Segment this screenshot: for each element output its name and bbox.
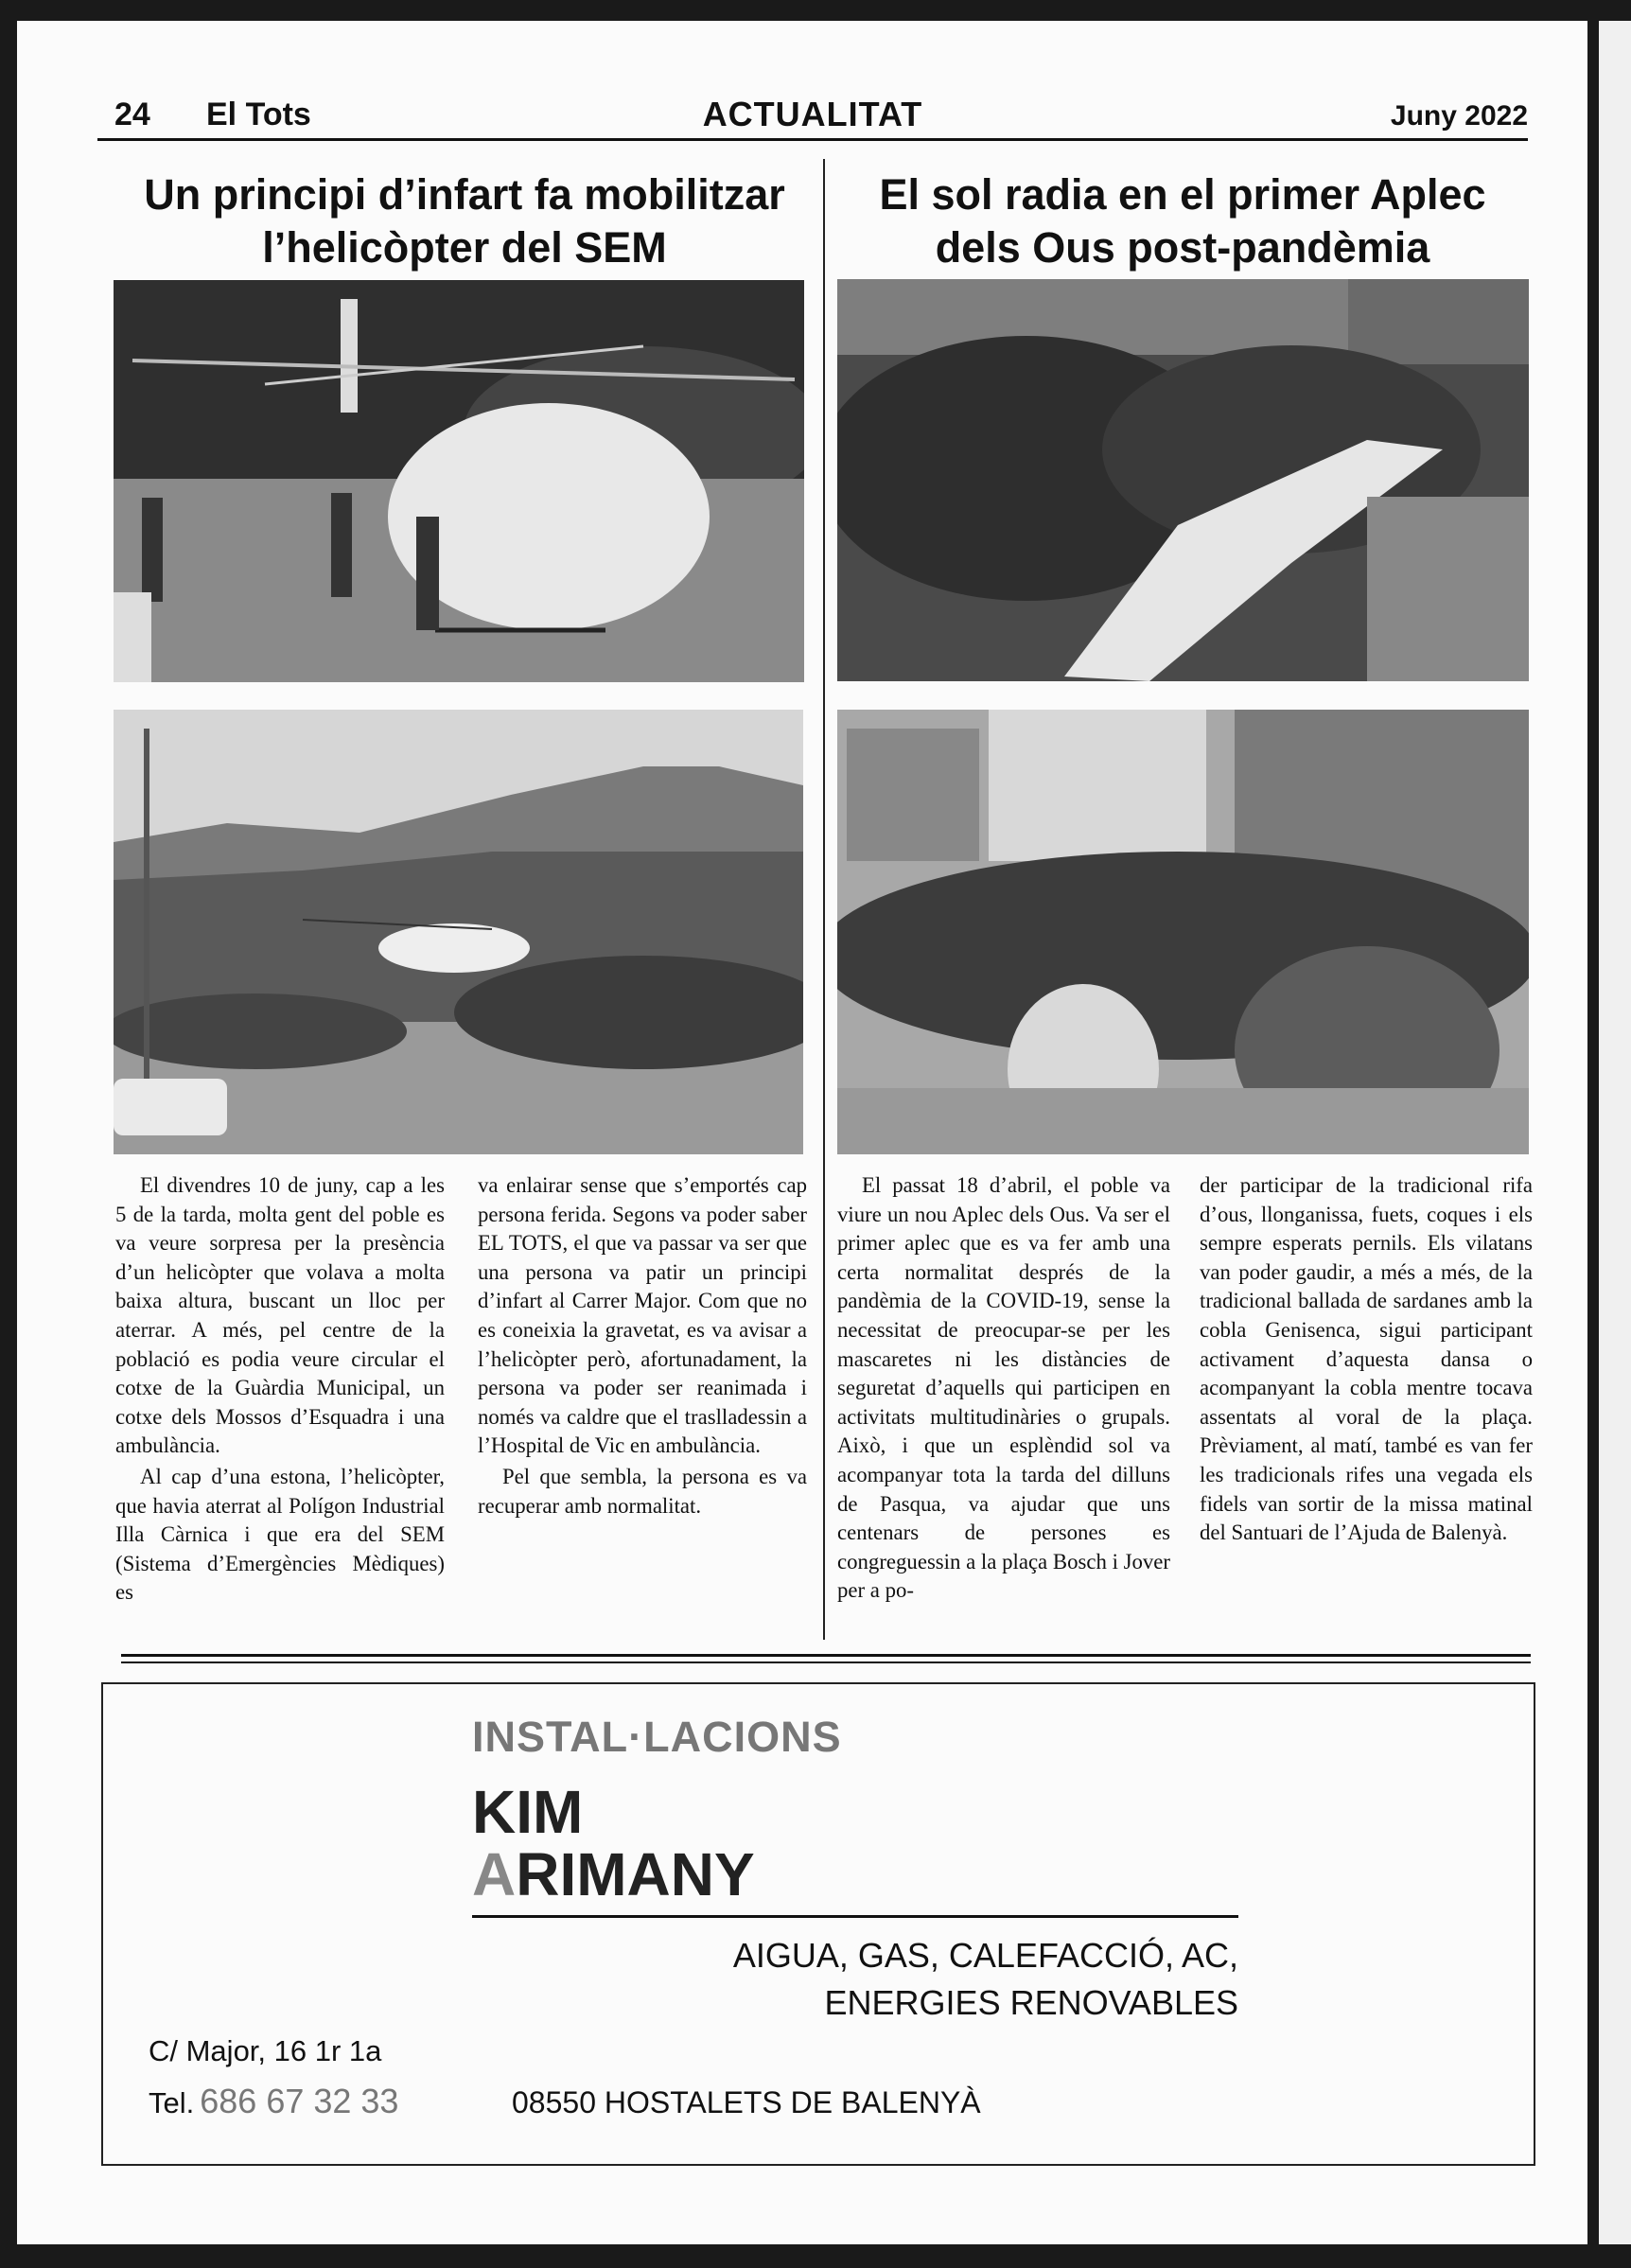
article-aplec-column-2: [1200, 1171, 1533, 1550]
photo-helicopter-landscape: [114, 710, 803, 1154]
section-title: ACTUALITAT: [702, 95, 923, 133]
ad-tel-label: Tel.: [149, 2086, 195, 2119]
article-helicopter-column-2: [478, 1171, 807, 1522]
next-page-edge: [1599, 21, 1631, 2244]
divider: [121, 1661, 1531, 1663]
photo-sardana-dance: [837, 710, 1529, 1154]
ad-company-name-line2: [472, 1839, 755, 1909]
ad-name-rest: IM: [516, 1778, 584, 1846]
magazine-name: El Tots: [206, 97, 311, 132]
page-number: 24: [114, 97, 150, 132]
photo-helicopter-landed: [114, 280, 804, 682]
ad-telephone: [149, 2082, 398, 2121]
paragraph: der participar de la tradicional rifa d’ous, llonganissa, fuets, coques i els sempre esperats pernils. Els vilatans van poder gaudir, a més a més, de la tradicional ballada de sardanes amb la cobla Genisenca, sigui participant activament d’aquesta dansa o acompanyant la cobla mentre tocava assentats al voral de la plaça. Prèviament, al matí, també es van fer les tradicionals rifes una vegada els fidels van sortir de la missa matinal del Santuari de l’Ajuda de Balenyà.: [1200, 1173, 1533, 1545]
advertisement-box: [101, 1682, 1535, 2166]
ad-services-line: ENERGIES RENOVABLES: [824, 1983, 1238, 2022]
ad-initial: K: [472, 1778, 517, 1846]
ad-initial: A: [472, 1840, 517, 1908]
article-title-aplec: El sol radia en el primer Aplec dels Ous post-pandèmia: [879, 170, 1486, 272]
column-separator: [823, 159, 825, 1640]
paragraph: va enlairar sense que s’emportés cap persona ferida. Segons va poder saber EL TOTS, el que va passar va ser que una persona va patir un principi d’infart al Carrer Major. Com que no es coneixia la gravetat, es va avisar a l’helicòpter però, afortunadament, la persona va poder ser reanimada i només va caldre que el traslladessin a l’Hospital de Vic en ambulància.: [478, 1173, 807, 1458]
paragraph: El divendres 10 de juny, cap a les 5 de la tarda, molta gent del poble es va veure sorpresa per la presència d’un helicòpter que volava a molta baixa altura, buscant un lloc per aterrar. A més, pel centre de la població es podia veure circular el cotxe de la Guàrdia Municipal, un cotxe dels Mossos d’Esquadra i una ambulància.: [115, 1173, 445, 1458]
ad-services-line: AIGUA, GAS, CALEFACCIÓ, AC,: [732, 1936, 1238, 1975]
article-title-helicopter: Un principi d’infart fa mobilitzar l’helicòpter del SEM: [144, 170, 785, 272]
ad-tel-number: 686 67 32 33: [200, 2082, 399, 2120]
ad-services: [733, 1932, 1238, 2027]
paragraph: Al cap d’una estona, l’helicòpter, que havia aterrat al Polígon Industrial Illa Càrnica i que era del SEM (Sistema d’Emergències Mèdiques) es: [115, 1464, 445, 1605]
ad-name-rest: RIMANY: [516, 1840, 755, 1908]
ad-divider: [472, 1915, 1238, 1918]
paragraph: Pel que sembla, la persona es va recuperar amb normalitat.: [478, 1464, 807, 1518]
ad-address: C/ Major, 16 1r 1a: [149, 2034, 382, 2067]
photo-aplec-crowd: [837, 279, 1529, 681]
article-helicopter-column-1: [115, 1171, 445, 1609]
paragraph: El passat 18 d’abril, el poble va viure un nou Aplec dels Ous. Va ser el primer aplec que es va fer amb una certa normalitat després de la pandèmia de la COVID-19, sense la necessitat de preocupar-se per les mascaretes ni les distàncies de seguretat d’aquells qui participen en activitats multitudinàries o grupals. Això, i que un esplèndid sol va acompanyar tota la tarda del dilluns de Pasqua, va ajudar que uns centenars de persones es congreguessin a la plaça Bosch i Jover per a po-: [837, 1173, 1170, 1603]
page-header: [97, 95, 1528, 141]
ad-pretitle: INSTAL·LACIONS: [472, 1713, 842, 1761]
ad-company-name-line1: [472, 1777, 583, 1847]
article-aplec-column-1: [837, 1171, 1170, 1608]
divider: [121, 1654, 1531, 1657]
issue-date: Juny 2022: [1390, 100, 1528, 132]
ad-city: 08550 HOSTALETS DE BALENYÀ: [512, 2085, 981, 2119]
